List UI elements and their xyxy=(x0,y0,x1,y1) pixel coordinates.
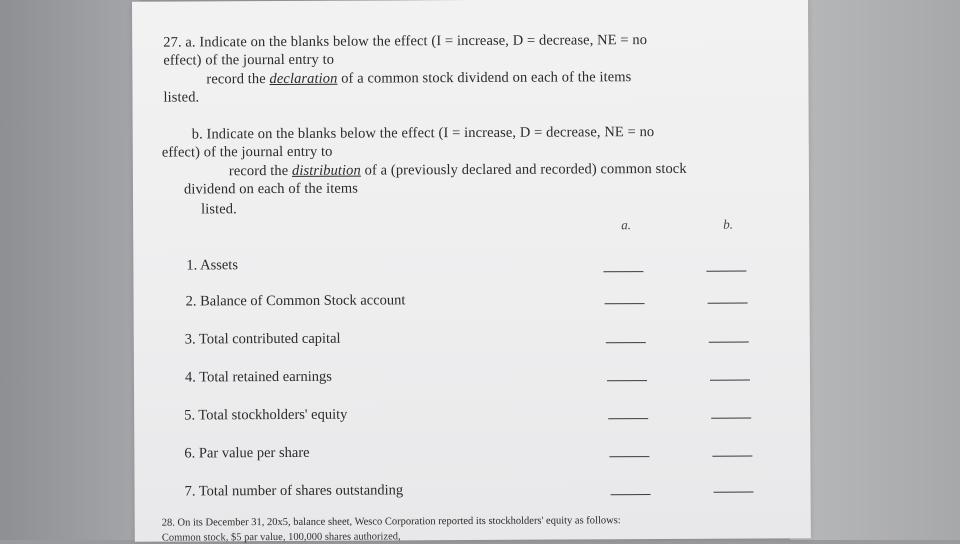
q27a-declaration-term: declaration xyxy=(269,70,338,88)
item-total-stockholders-equity: 5. Total stockholders' equity xyxy=(184,406,348,424)
blank-b-5[interactable] xyxy=(711,418,751,419)
blank-b-4[interactable] xyxy=(710,380,750,381)
column-b-header: b. xyxy=(723,216,733,232)
q27a-line3-post: of a common stock dividend on each of the items xyxy=(337,69,632,87)
item-total-contributed-capital: 3. Total contributed capital xyxy=(184,330,341,348)
q27b-line3 xyxy=(229,161,687,180)
blank-a-6[interactable] xyxy=(609,456,649,457)
q27a-line3-pre: record the xyxy=(206,71,270,88)
blank-b-3[interactable] xyxy=(709,342,749,343)
q27b-line5: listed. xyxy=(201,201,237,218)
blank-b-1[interactable] xyxy=(706,271,746,272)
item-total-shares-outstanding: 7. Total number of shares outstanding xyxy=(184,482,404,500)
q27b-line4: dividend on each of the items xyxy=(183,180,359,198)
q27b-line3-pre: record the xyxy=(228,162,293,180)
q27b-line2: effect) of the journal entry to xyxy=(161,143,333,161)
worksheet-page xyxy=(132,0,811,542)
blank-b-6[interactable] xyxy=(712,456,752,457)
blank-a-1[interactable] xyxy=(603,271,643,272)
blank-b-7[interactable] xyxy=(714,492,754,493)
q27b-line3-post: of a (previously declared and recorded) common stock xyxy=(360,160,687,179)
q27a-line3 xyxy=(206,69,631,88)
blank-a-2[interactable] xyxy=(605,303,645,304)
column-a-header: a. xyxy=(621,217,631,233)
q28-line1: 28. On its December 31, 20x5, balance sheet, Wesco Corporation reported its stockholders' equity as follows: xyxy=(161,515,621,529)
blank-a-3[interactable] xyxy=(606,342,646,343)
q27a-line1: 27. a. Indicate on the blanks below the effect (I = increase, D = decrease, NE = no xyxy=(163,32,648,51)
item-total-retained-earnings: 4. Total retained earnings xyxy=(184,368,332,386)
blank-a-4[interactable] xyxy=(607,380,647,381)
q27b-line1: b. Indicate on the blanks below the effect (I = increase, D = decrease, NE = no xyxy=(191,124,655,143)
background-right xyxy=(790,0,960,540)
q27a-line2: effect) of the journal entry to xyxy=(163,51,335,69)
item-assets: 1. Assets xyxy=(186,257,239,274)
item-common-stock-balance: 2. Balance of Common Stock account xyxy=(185,292,406,310)
q27b-distribution-term: distribution xyxy=(291,162,361,179)
item-par-value-per-share: 6. Par value per share xyxy=(184,444,310,462)
blank-a-5[interactable] xyxy=(608,418,648,419)
q27a-line4: listed. xyxy=(163,89,200,106)
blank-a-7[interactable] xyxy=(611,494,651,495)
q28-line2: Common stock, $5 par value, 100,000 shares authorized, xyxy=(161,531,401,544)
blank-b-2[interactable] xyxy=(708,303,748,304)
background-left xyxy=(0,0,140,540)
